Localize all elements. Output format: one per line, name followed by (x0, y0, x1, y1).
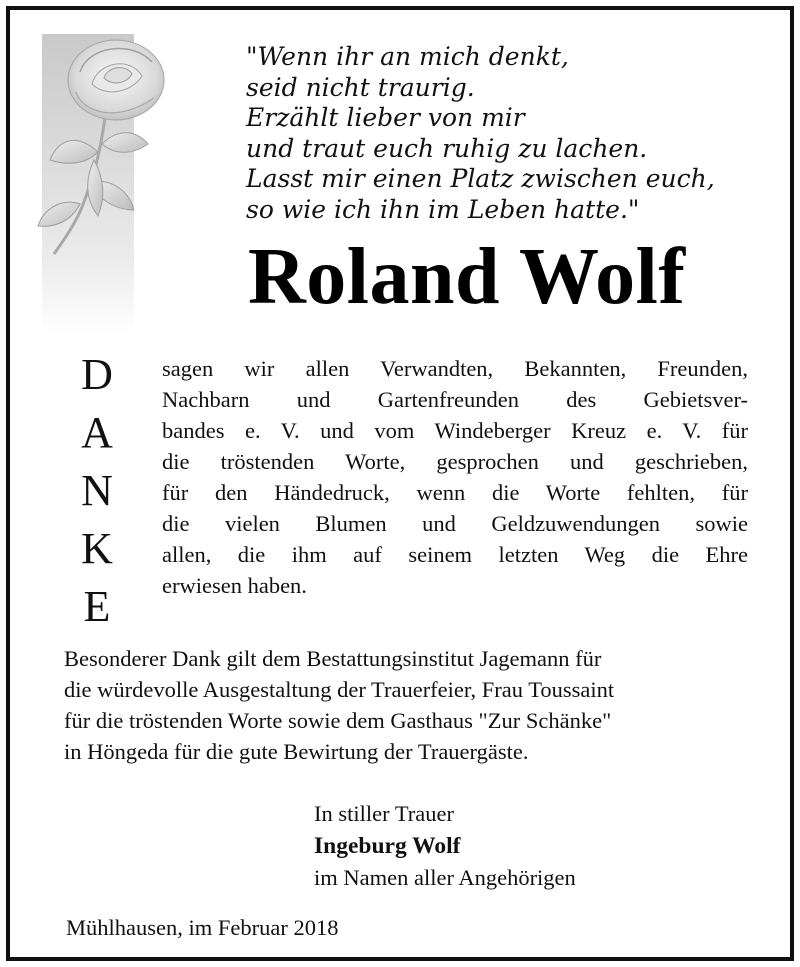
danke-letter: D (81, 350, 113, 399)
thanks-line: allen, die ihm auf seinem letzten Weg die Ehre (162, 542, 748, 567)
thanks-line: sagen wir allen Verwandten, Bekannten, Freunden, (162, 356, 748, 381)
danke-letter: A (81, 408, 113, 457)
thanks-paragraph (162, 353, 748, 601)
quote-line: so wie ich ihn im Leben hatte." (246, 194, 640, 224)
memorial-quote (246, 42, 715, 225)
place-and-date: Mühlhausen, im Februar 2018 (66, 915, 339, 940)
special-thanks-line: die würdevolle Ausgestaltung der Trauerfeier, Frau Toussaint (64, 677, 615, 702)
thanks-line: für den Händedruck, wenn die Worte fehlten, für (162, 480, 748, 505)
thanks-line: erwiesen haben. (162, 573, 307, 598)
danke-letter: N (81, 466, 113, 515)
signature-name: Ingeburg Wolf (314, 833, 461, 859)
thanks-line: Nachbarn und Gartenfreunden des Gebietsver- (162, 387, 748, 412)
thanks-line: die tröstenden Worte, gesprochen und geschrieben, (162, 449, 748, 474)
danke-letter: K (81, 524, 113, 573)
quote-line: Erzählt lieber von mir (246, 103, 525, 132)
danke-vertical-heading (72, 346, 122, 636)
special-thanks-paragraph (64, 643, 754, 767)
rose-icon (36, 32, 186, 262)
thanks-line: die vielen Blumen und Geldzuwendungen sowie (162, 511, 748, 536)
quote-line: Lasst mir einen Platz zwischen euch, (246, 164, 715, 193)
special-thanks-line: für die tröstenden Worte sowie dem Gasthaus "Zur Schänke" (64, 708, 612, 733)
deceased-name: Roland Wolf (248, 233, 686, 321)
special-thanks-line: in Höngeda für die gute Bewirtung der Trauergäste. (64, 739, 529, 764)
quote-line: "Wenn ihr an mich denkt, (246, 42, 569, 71)
signature-block (314, 798, 576, 894)
signature-intro: In stiller Trauer (314, 801, 454, 826)
special-thanks-line: Besonderer Dank gilt dem Bestattungsinstitut Jagemann für (64, 646, 602, 671)
obituary-frame (6, 6, 794, 961)
thanks-line: bandes e. V. und vom Windeberger Kreuz e. V. für (162, 418, 748, 443)
danke-letter: E (83, 582, 111, 631)
quote-line: und traut euch ruhig zu lachen. (246, 133, 648, 163)
quote-line: seid nicht traurig. (246, 72, 475, 102)
signature-outro: im Namen aller Angehörigen (314, 865, 576, 890)
